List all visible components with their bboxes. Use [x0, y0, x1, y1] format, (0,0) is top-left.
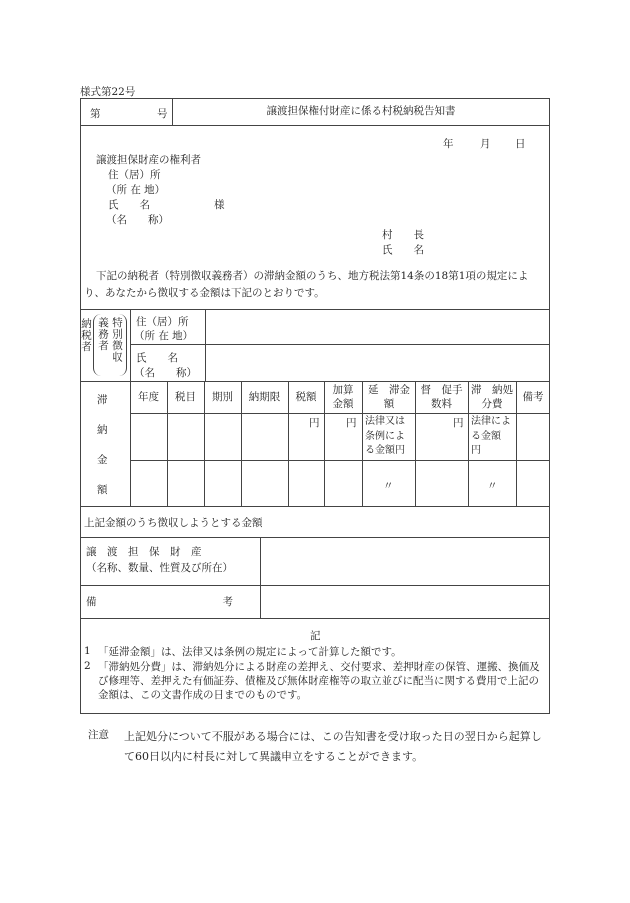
col-late-fee: 延 滞金 額 — [368, 383, 421, 410]
number-prefix: 第 — [90, 108, 101, 120]
arrears-side-label-1: 滞 — [97, 394, 108, 406]
date-year: 年 — [443, 138, 454, 150]
number-suffix: 号 — [157, 108, 168, 120]
property-label-2: （名称、数量、性質及び所在） — [86, 562, 233, 574]
ditto-late-fee: 〃 — [383, 480, 394, 492]
issuer-name-label: 氏 名 — [382, 244, 424, 256]
remarks-label: 備 考 — [86, 596, 233, 608]
collect-amount-label: 上記金額のうち徴収しようとする金額 — [84, 517, 263, 529]
col-disposal-fee: 滞 納処分費 — [471, 383, 513, 410]
form-number: 様式第22号 — [80, 86, 136, 98]
col-fiscal-year: 年度 — [138, 390, 159, 403]
taxpayer-inner-label-2: 義務者 — [97, 317, 109, 352]
caution-text: 上記処分について不服がある場合には、この告知書を受け取った日の翌日から起算して60日以内に村長に対して異議申立をすることができます。 — [124, 730, 542, 763]
addressee-name-label: 氏 名 — [108, 199, 150, 211]
taxpayer-outer-label: 納税者 — [80, 318, 92, 353]
addressee-honorific: 様 — [214, 199, 225, 211]
addressee-heading: 譲渡担保財産の権利者 — [96, 154, 201, 166]
col-tax-amount: 税額 — [295, 390, 317, 403]
property-label: 譲 渡 担 保 財 産 — [86, 546, 202, 558]
date-day: 日 — [515, 138, 526, 150]
arrears-side-label-3: 金 — [97, 454, 108, 466]
note-2-text: 「滞納処分費」は、滞納処分による財産の差押え、交付要求、差押財産の保管、運搬、換価及び修理等、差押えた有価証券、債権及び無体財産権等の取立並びに配当に関する費用で上記の金額は、この文書作成の日までのものです。 — [98, 661, 540, 701]
issuer-title: 村 長 — [382, 229, 424, 241]
addressee-address-label: 住（居）所 — [108, 169, 161, 181]
col-reminder-fee: 督 促手数料 — [420, 383, 463, 410]
caution-label: 注意 — [88, 729, 109, 741]
arrears-side-label-4: 額 — [97, 484, 108, 496]
col-period: 期別 — [212, 390, 233, 403]
unit-addition: 円 — [346, 417, 357, 429]
note-1-text: 「延滞金額」は、法律又は条例の規定によって計算した額です。 — [98, 646, 402, 658]
taxpayer-address-label: 住（居）所 — [136, 316, 189, 328]
late-fee-note: 法律又は条例による金額円 — [365, 416, 405, 456]
note-1-number: 1 — [84, 645, 91, 657]
col-due-date: 納期限 — [248, 390, 281, 403]
addressee-address-label-2: （所 在 地） — [106, 184, 166, 196]
unit-tax: 円 — [309, 417, 320, 429]
disposal-note: 法律による金額 円 — [471, 416, 511, 456]
ditto-disposal-fee: 〃 — [487, 480, 498, 492]
note-2-number: 2 — [84, 660, 91, 672]
taxpayer-name-label: 氏 名 — [136, 352, 178, 364]
form-title: 譲渡担保権付財産に係る村税納税告知書 — [266, 105, 456, 118]
taxpayer-name-label-2: （名 称） — [134, 367, 197, 379]
date-month: 月 — [480, 138, 491, 150]
col-remarks: 備考 — [522, 390, 544, 403]
taxpayer-address-label-2: （所 在 地） — [134, 330, 194, 342]
addressee-name-label-2: （名 称） — [106, 214, 169, 226]
taxpayer-inner-label-1: 特別徴収 — [111, 317, 123, 363]
body-text: 下記の納税者（特別徴収義務者）の滞納金額のうち、地方税法第14条の18第1項の規定により、あなたから徴収する金額は下記のとおりです。 — [84, 270, 529, 299]
col-addition: 加算金額 — [332, 383, 354, 410]
arrears-side-label-2: 納 — [97, 424, 108, 436]
unit-reminder: 円 — [453, 417, 464, 429]
notes-heading: 記 — [310, 630, 321, 642]
col-tax-item: 税目 — [175, 390, 196, 403]
